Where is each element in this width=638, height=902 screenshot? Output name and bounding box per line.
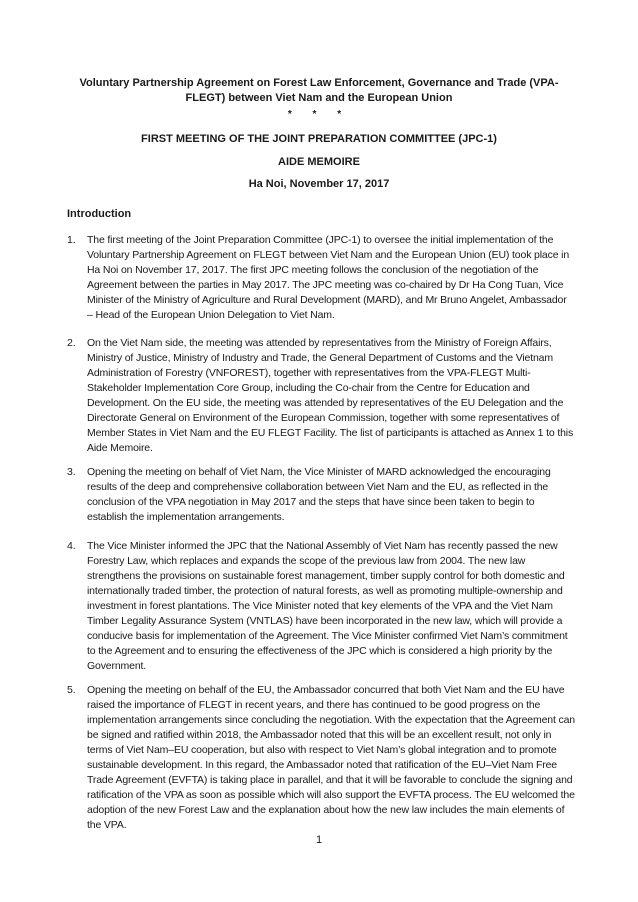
paragraph-text: Opening the meeting on behalf of Viet Nam, the Vice Minister of MARD acknowledged the encouraging results of the deep and comprehensive collaboration between Viet Nam and the EU, as reflected in the conclusion of the VPA negotiation in May 2017 and the steps that have since been taken to begin to establish the implementation arrangements. — [87, 466, 551, 523]
paragraph-text: The first meeting of the Joint Preparation Committee (JPC-1) to oversee the initial implementation of the Voluntary Partnership Agreement on FLEGT between Viet Nam and the European Union (EU) took place in Ha Noi on November 17, 2017. The first JPC meeting follows the conclusion of the negotiation of the Agreement between the parties in May 2017. The JPC meeting was co-chaired by Dr Ha Cong Tuan, Vice Minister of the Ministry of Agriculture and Rural Development (MARD), and Mr Bruno Angelet, Ambassador – Head of the European Union Delegation to Viet Nam. — [87, 234, 570, 321]
paragraph-number: 1. — [67, 234, 76, 246]
paragraph-1 — [67, 233, 575, 323]
paragraph-text: The Vice Minister informed the JPC that the National Assembly of Viet Nam has recently passed the new Forestry Law, which replaces and expands the scope of the previous law from 2004. The new law strengthens the provisions on sustainable forest management, timber supply control for both domestic and internationally traded timber, the protection of natural forests, as well as promoting multiple-ownership and investment in forest plantations. The Vice Minister noted that key elements of the VPA and the Viet Nam Timber Legality Assurance System (VNTLAS) have been incorporated in the new law, which will provide a conducive basis for implementation of the Agreement. The Vice Minister confirmed Viet Nam’s commitment to the Agreement and to ensuring the effectiveness of the JPC which is considered a high priority by the Government. — [87, 540, 568, 672]
section-heading: Introduction — [67, 208, 132, 220]
paragraph-number: 3. — [67, 466, 76, 478]
page-number: 1 — [315, 834, 323, 846]
paragraph-5 — [67, 683, 575, 833]
paragraph-text: On the Viet Nam side, the meeting was attended by representatives from the Ministry of Foreign Affairs, Ministry of Justice, Ministry of Industry and Trade, the General Department of Customs and the Vietnam Administration of Forestry (VNFOREST), together with representatives from the VPA-FLEGT Multi-Stakeholder Implementation Core Group, including the Co-chair from the Centre for Education and Development. On the EU side, the meeting was attended by representatives of the EU Delegation and the Directorate General on Environment of the European Commission, together with some representatives of Member States in Viet Nam and the EU FLEGT Facility. The list of participants is attached as Annex 1 to this Aide Memoire. — [87, 337, 574, 454]
place-date: Ha Noi, November 17, 2017 — [248, 178, 390, 190]
document-title: Voluntary Partnership Agreement on Forest Law Enforcement, Governance and Trade (VPA-FLEGT) between Viet Nam and the European Union — [79, 77, 559, 104]
paragraph-text: Opening the meeting on behalf of the EU, the Ambassador concurred that both Viet Nam and the EU have raised the importance of FLEGT in recent years, and there has continued to be good progress on the implementation arrangements since concluding the negotiation. With the expectation that the Agreement can be signed and ratified within 2018, the Ambassador noted that this will be an excellent result, not only in terms of Viet Nam–EU cooperation, but also with respect to Viet Nam’s global integration and to promote sustainable development. In this regard, the Ambassador noted that ratification of the EU–Viet Nam Free Trade Agreement (EVFTA) is taking place in parallel, and that it will be favorable to conclude the signing and ratification of the VPA as soon as possible which will also support the EVFTA process. The EU welcomed the adoption of the new Forest Law and the explanation about how the new law includes the main elements of the VPA. — [87, 684, 575, 831]
meeting-title: FIRST MEETING OF THE JOINT PREPARATION COMMITTEE (JPC-1) — [141, 133, 497, 145]
paragraph-2 — [67, 336, 575, 456]
paragraph-number: 2. — [67, 337, 76, 349]
paragraph-number: 5. — [67, 684, 76, 696]
document-type: AIDE MEMOIRE — [278, 156, 360, 168]
paragraph-number: 4. — [67, 540, 76, 552]
paragraph-4 — [67, 539, 575, 674]
separator-stars: * * * — [287, 109, 351, 120]
paragraph-3 — [67, 465, 575, 525]
